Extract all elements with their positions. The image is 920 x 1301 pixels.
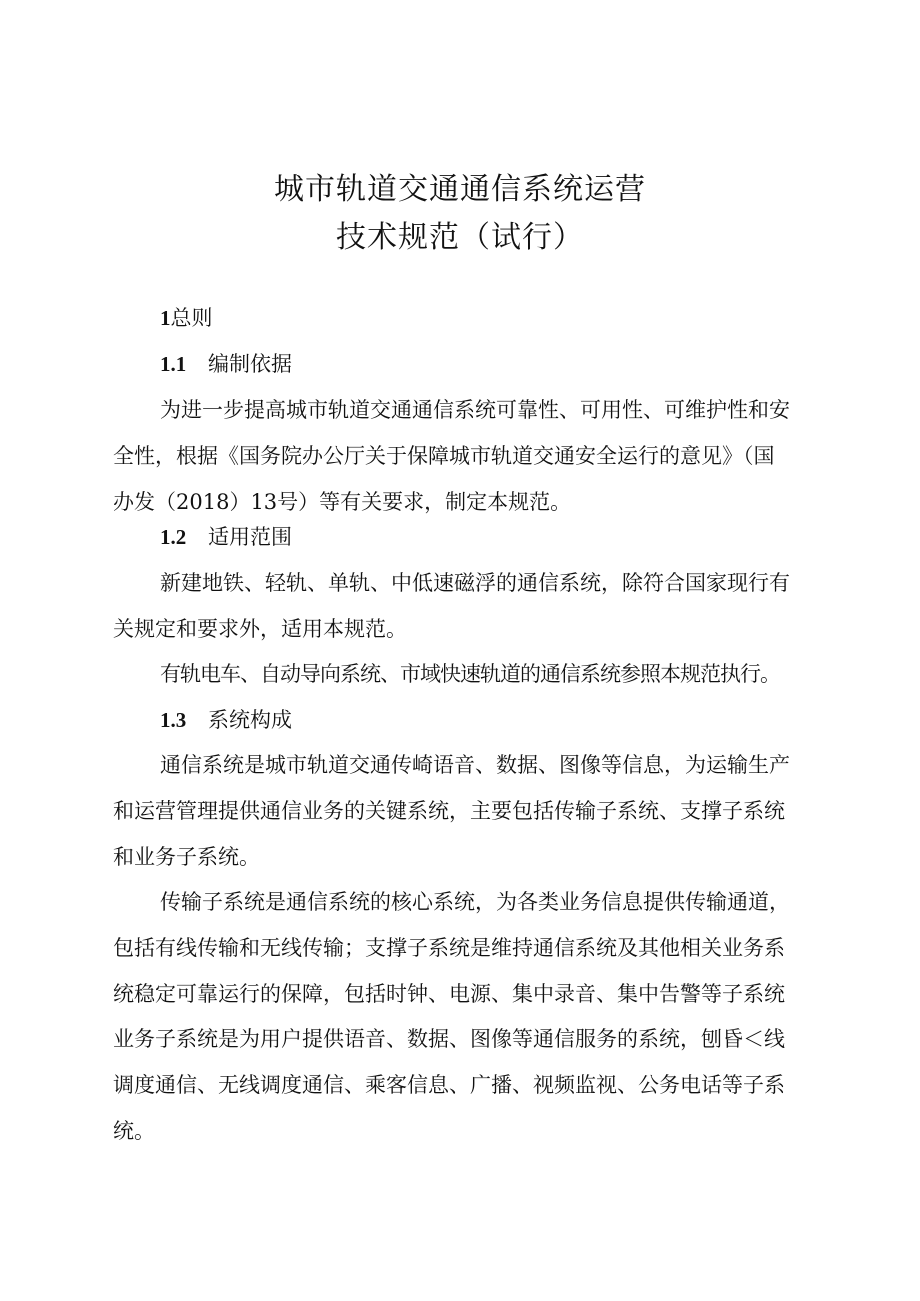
section-heading-1-3 bbox=[160, 705, 292, 735]
paragraph-line: 统。 bbox=[113, 1119, 155, 1143]
section-heading-1-2 bbox=[160, 522, 292, 552]
paragraph-line: 统稳定可靠运行的保障，包括时钟、电源、集中录音、集中告警等子系统 bbox=[113, 982, 785, 1006]
section-heading-1-1 bbox=[160, 349, 292, 379]
paragraph-line: 全性，根据《国务院办公厅关于保障城市轨道交通安全运行的意见》（国 bbox=[113, 444, 775, 468]
section-label: 总则 bbox=[170, 306, 213, 330]
section-number: 1.3 bbox=[160, 708, 187, 732]
section-label: 编制依据 bbox=[208, 352, 292, 376]
document-title-line-1: 城市轨道交通通信系统运营 bbox=[274, 172, 646, 207]
paragraph-line: 通信系统是城市轨道交通传崎语音、数据、图像等信息，为运输生产 bbox=[160, 753, 790, 777]
paragraph-line: 新建地铁、轻轨、单轨、中低速磁浮的通信系统，除符合国家现行有 bbox=[160, 571, 790, 595]
section-heading-1 bbox=[160, 303, 213, 333]
paragraph-line: 为进一步提高城市轨道交通通信系统可靠性、可用性、可维护性和安 bbox=[160, 398, 790, 422]
paragraph-line: 办发（2018）13号）等有关要求，制定本规范。 bbox=[113, 490, 572, 514]
section-label: 系统构成 bbox=[208, 708, 292, 732]
document-title-line-2: 技术规范（试行） bbox=[336, 220, 584, 255]
section-number: 1.2 bbox=[160, 525, 187, 549]
paragraph-line: 有轨电车、自动导向系统、市域快速轨道的通信系统参照本规范执行。 bbox=[160, 662, 780, 686]
paragraph-line: 关规定和要求外，适用本规范。 bbox=[113, 617, 407, 641]
section-number: 1.1 bbox=[160, 352, 187, 376]
section-number: 1 bbox=[160, 306, 171, 330]
section-label: 适用范围 bbox=[208, 525, 292, 549]
paragraph-line: 调度通信、无线调度通信、乘客信息、广播、视频监视、公务电话等子系 bbox=[113, 1073, 785, 1097]
paragraph-line: 传输子系统是通信系统的核心系统，为各类业务信息提供传输通道， bbox=[160, 890, 790, 914]
paragraph-line: 和业务子系统。 bbox=[113, 845, 260, 869]
paragraph-line: 包括有线传输和无线传输；支撑子系统是维持通信系统及其他相关业务系 bbox=[113, 936, 785, 960]
paragraph-line: 业务子系统是为用户提供语音、数据、图像等通信服务的系统，刨昏＜线 bbox=[113, 1027, 785, 1051]
paragraph-line: 和运营管理提供通信业务的关键系统，主要包括传输子系统、支撑子系统 bbox=[113, 799, 785, 823]
